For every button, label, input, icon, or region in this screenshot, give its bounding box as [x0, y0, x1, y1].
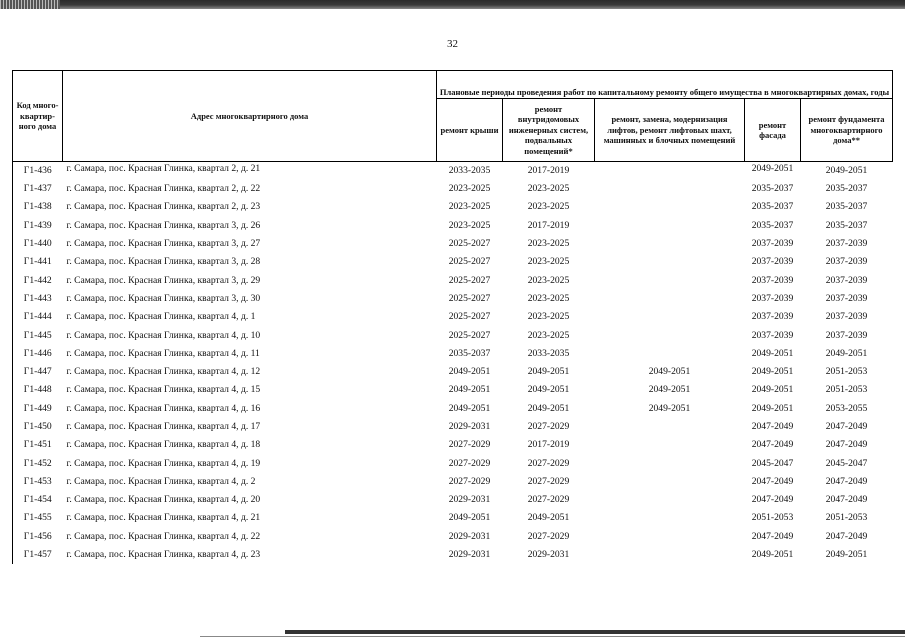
cell-lift — [595, 326, 745, 344]
cell-lift — [595, 546, 745, 564]
cell-roof: 2025-2027 — [448, 274, 491, 286]
header-lift: ремонт, замена, модернизация лифтов, ремонт лифтовых шахт, машинных и блочных помещений — [595, 99, 745, 162]
cell-code: Г1-449 — [13, 400, 63, 418]
cell-foundation: 2051-2053 — [825, 366, 868, 378]
cell-facade: 2049-2051 — [751, 549, 794, 561]
table-row — [13, 290, 893, 308]
cell-foundation: 2047-2049 — [825, 421, 868, 432]
header-engineering: ремонт внутридомовых инженерных систем, подвальных помещений* — [503, 99, 595, 162]
header-foundation: ремонт фундамента многоквартирного дома** — [801, 99, 893, 162]
cell-address: г. Самара, пос. Красная Глинка, квартал 3, д. 29 — [66, 274, 261, 286]
cell-engineering: 2027-2029 — [527, 494, 570, 506]
table-row — [13, 454, 893, 472]
cell-lift — [595, 290, 745, 308]
cell-code: Г1-436 — [13, 162, 63, 181]
cell-roof: 2035-2037 — [448, 347, 491, 359]
scan-edge-top — [0, 0, 905, 9]
cell-engineering: 2023-2025 — [527, 329, 570, 341]
cell-address: г. Самара, пос. Красная Глинка, квартал 4, д. 23 — [66, 549, 261, 561]
cell-facade: 2035-2037 — [751, 183, 794, 195]
cell-facade: 2047-2049 — [751, 439, 794, 451]
table-row — [13, 198, 893, 216]
cell-lift — [595, 162, 745, 181]
cell-roof: 2023-2025 — [448, 201, 491, 213]
cell-code: Г1-439 — [13, 217, 63, 235]
cell-roof: 2029-2031 — [448, 530, 491, 542]
cell-address: г. Самара, пос. Красная Глинка, квартал 4, д. 22 — [66, 530, 261, 542]
cell-roof: 2049-2051 — [448, 366, 491, 378]
cell-engineering: 2023-2025 — [527, 256, 570, 268]
header-work-periods: Плановые периоды проведения работ по капитальному ремонту общего имущества в многоквартирных домах, годы — [437, 71, 893, 99]
table-row — [13, 308, 893, 326]
cell-lift: 2049-2051 — [648, 366, 691, 378]
cell-lift — [595, 271, 745, 289]
cell-engineering: 2027-2029 — [527, 530, 570, 542]
cell-engineering: 2023-2025 — [527, 238, 570, 250]
cell-code: Г1-445 — [13, 326, 63, 344]
scan-edge-bottom-thin — [200, 636, 905, 637]
cell-engineering: 2029-2031 — [527, 549, 570, 561]
cell-engineering: 2023-2025 — [527, 201, 570, 213]
cell-foundation: 2035-2037 — [825, 183, 868, 195]
cell-address: г. Самара, пос. Красная Глинка, квартал 4, д. 15 — [66, 384, 261, 396]
cell-facade: 2037-2039 — [751, 238, 794, 250]
cell-foundation: 2047-2049 — [825, 439, 868, 451]
cell-code: Г1-442 — [13, 271, 63, 289]
cell-engineering: 2017-2019 — [527, 219, 570, 231]
cell-facade: 2049-2051 — [745, 162, 801, 181]
cell-code: Г1-446 — [13, 345, 63, 363]
cell-facade: 2035-2037 — [751, 219, 794, 231]
table-row — [13, 162, 893, 181]
header-code: Код много-квартир-ного дома — [13, 71, 63, 162]
cell-facade: 2047-2049 — [751, 494, 794, 506]
page-number: 32 — [447, 38, 458, 50]
cell-lift — [595, 509, 745, 527]
cell-code: Г1-441 — [13, 253, 63, 271]
cell-roof: 2023-2025 — [448, 183, 491, 195]
cell-foundation: 2037-2039 — [825, 311, 868, 323]
cell-engineering: 2049-2051 — [527, 512, 570, 524]
cell-facade: 2049-2051 — [751, 366, 794, 378]
cell-foundation: 2049-2051 — [825, 549, 868, 561]
cell-address: г. Самара, пос. Красная Глинка, квартал 4, д. 1 — [66, 311, 256, 323]
cell-address: г. Самара, пос. Красная Глинка, квартал 4, д. 17 — [66, 421, 261, 432]
cell-engineering: 2023-2025 — [527, 183, 570, 195]
table-row — [13, 546, 893, 564]
cell-facade: 2047-2049 — [751, 421, 794, 432]
cell-roof: 2025-2027 — [448, 311, 491, 323]
cell-roof: 2025-2027 — [448, 256, 491, 268]
cell-address: г. Самара, пос. Красная Глинка, квартал 3, д. 30 — [66, 292, 261, 304]
cell-engineering: 2023-2025 — [527, 311, 570, 323]
cell-engineering: 2017-2019 — [503, 162, 595, 181]
cell-foundation: 2035-2037 — [825, 219, 868, 231]
cell-roof: 2027-2029 — [448, 475, 491, 487]
cell-address: г. Самара, пос. Красная Глинка, квартал 3, д. 27 — [66, 238, 261, 250]
cell-lift — [595, 198, 745, 216]
cell-roof: 2025-2027 — [448, 292, 491, 304]
cell-code: Г1-456 — [13, 528, 63, 546]
cell-engineering: 2049-2051 — [527, 402, 570, 414]
table-row — [13, 381, 893, 399]
table-body — [13, 162, 893, 565]
cell-engineering: 2049-2051 — [527, 366, 570, 378]
cell-foundation: 2047-2049 — [825, 494, 868, 506]
cell-roof: 2033-2035 — [437, 162, 503, 181]
table-row — [13, 509, 893, 527]
cell-address: г. Самара, пос. Красная Глинка, квартал 3, д. 28 — [66, 256, 261, 268]
cell-facade: 2037-2039 — [751, 256, 794, 268]
cell-code: Г1-455 — [13, 509, 63, 527]
cell-foundation: 2045-2047 — [825, 457, 868, 469]
cell-roof: 2029-2031 — [448, 421, 491, 432]
cell-code: Г1-453 — [13, 473, 63, 491]
cell-foundation: 2049-2051 — [825, 347, 868, 359]
cell-lift — [595, 436, 745, 454]
cell-code: Г1-454 — [13, 491, 63, 509]
cell-lift: 2049-2051 — [648, 384, 691, 396]
table-header — [13, 71, 893, 162]
cell-address: г. Самара, пос. Красная Глинка, квартал 4, д. 12 — [66, 366, 261, 378]
cell-address: г. Самара, пос. Красная Глинка, квартал 2, д. 23 — [66, 201, 261, 213]
cell-roof: 2027-2029 — [448, 439, 491, 451]
cell-engineering: 2017-2019 — [527, 439, 570, 451]
table-row — [13, 436, 893, 454]
cell-address: г. Самара, пос. Красная Глинка, квартал 4, д. 10 — [66, 329, 261, 341]
cell-facade: 2037-2039 — [751, 329, 794, 341]
table-row — [13, 253, 893, 271]
cell-roof: 2029-2031 — [448, 494, 491, 506]
table-row — [13, 418, 893, 436]
cell-engineering: 2027-2029 — [527, 457, 570, 469]
cell-address: г. Самара, пос. Красная Глинка, квартал 4, д. 20 — [66, 494, 261, 506]
cell-facade: 2049-2051 — [751, 384, 794, 396]
cell-facade: 2037-2039 — [751, 311, 794, 323]
cell-foundation: 2051-2053 — [825, 384, 868, 396]
table-row — [13, 326, 893, 344]
cell-lift — [595, 454, 745, 472]
cell-facade: 2051-2053 — [751, 512, 794, 524]
cell-engineering: 2027-2029 — [527, 475, 570, 487]
cell-address: г. Самара, пос. Красная Глинка, квартал 2, д. 22 — [66, 183, 261, 195]
cell-engineering: 2027-2029 — [527, 421, 570, 432]
cell-lift — [595, 491, 745, 509]
cell-code: Г1-444 — [13, 308, 63, 326]
header-roof: ремонт крыши — [437, 99, 503, 162]
cell-facade: 2037-2039 — [751, 274, 794, 286]
cell-facade: 2049-2051 — [751, 402, 794, 414]
cell-foundation: 2035-2037 — [825, 201, 868, 213]
cell-roof: 2049-2051 — [448, 402, 491, 414]
cell-code: Г1-443 — [13, 290, 63, 308]
cell-lift — [595, 528, 745, 546]
cell-engineering: 2049-2051 — [527, 384, 570, 396]
cell-engineering: 2033-2035 — [527, 347, 570, 359]
cell-address: г. Самара, пос. Красная Глинка, квартал 3, д. 26 — [66, 219, 261, 231]
cell-lift — [595, 473, 745, 491]
cell-foundation: 2037-2039 — [825, 329, 868, 341]
cell-roof: 2027-2029 — [448, 457, 491, 469]
header-facade: ремонт фасада — [745, 99, 801, 162]
cell-address: г. Самара, пос. Красная Глинка, квартал 2, д. 21 — [63, 162, 437, 181]
table-row — [13, 217, 893, 235]
cell-facade: 2049-2051 — [751, 347, 794, 359]
cell-roof: 2029-2031 — [448, 549, 491, 561]
cell-lift — [595, 345, 745, 363]
cell-address: г. Самара, пос. Красная Глинка, квартал 4, д. 21 — [66, 512, 261, 524]
cell-lift — [595, 235, 745, 253]
cell-code: Г1-452 — [13, 454, 63, 472]
cell-address: г. Самара, пос. Красная Глинка, квартал 4, д. 2 — [66, 475, 256, 487]
cell-lift — [595, 253, 745, 271]
cell-foundation: 2047-2049 — [825, 530, 868, 542]
cell-foundation: 2037-2039 — [825, 292, 868, 304]
cell-roof: 2049-2051 — [448, 512, 491, 524]
cell-lift — [595, 308, 745, 326]
cell-engineering: 2023-2025 — [527, 274, 570, 286]
cell-engineering: 2023-2025 — [527, 292, 570, 304]
cell-code: Г1-437 — [13, 180, 63, 198]
cell-lift — [595, 418, 745, 436]
cell-facade: 2047-2049 — [751, 475, 794, 487]
table-row — [13, 400, 893, 418]
cell-code: Г1-451 — [13, 436, 63, 454]
cell-foundation: 2051-2053 — [825, 512, 868, 524]
cell-facade: 2045-2047 — [751, 457, 794, 469]
cell-lift — [595, 180, 745, 198]
cell-roof: 2025-2027 — [448, 238, 491, 250]
table-row — [13, 271, 893, 289]
cell-foundation: 2037-2039 — [825, 256, 868, 268]
table-row — [13, 235, 893, 253]
cell-facade: 2035-2037 — [751, 201, 794, 213]
table-row — [13, 473, 893, 491]
cell-address: г. Самара, пос. Красная Глинка, квартал 4, д. 19 — [66, 457, 261, 469]
table-row — [13, 528, 893, 546]
table-row — [13, 345, 893, 363]
cell-roof: 2049-2051 — [448, 384, 491, 396]
table-row — [13, 491, 893, 509]
cell-address: г. Самара, пос. Красная Глинка, квартал 4, д. 11 — [66, 347, 260, 359]
cell-roof: 2023-2025 — [448, 219, 491, 231]
cell-foundation: 2037-2039 — [825, 274, 868, 286]
cell-address: г. Самара, пос. Красная Глинка, квартал 4, д. 18 — [66, 439, 261, 451]
cell-code: Г1-448 — [13, 381, 63, 399]
cell-roof: 2025-2027 — [448, 329, 491, 341]
cell-code: Г1-457 — [13, 546, 63, 564]
cell-code: Г1-450 — [13, 418, 63, 436]
scan-edge-bottom — [285, 630, 905, 634]
cell-foundation: 2053-2055 — [825, 402, 868, 414]
cell-lift — [595, 217, 745, 235]
cell-lift: 2049-2051 — [648, 402, 691, 414]
cell-foundation: 2049-2051 — [801, 162, 893, 181]
cell-address: г. Самара, пос. Красная Глинка, квартал 4, д. 16 — [66, 402, 261, 414]
cell-foundation: 2047-2049 — [825, 475, 868, 487]
cell-code: Г1-438 — [13, 198, 63, 216]
table-row — [13, 363, 893, 381]
cell-code: Г1-447 — [13, 363, 63, 381]
capital-repair-table — [12, 70, 893, 564]
cell-facade: 2047-2049 — [751, 530, 794, 542]
header-address: Адрес многоквартирного дома — [63, 71, 437, 162]
cell-foundation: 2037-2039 — [825, 238, 868, 250]
cell-facade: 2037-2039 — [751, 292, 794, 304]
table-row — [13, 180, 893, 198]
cell-code: Г1-440 — [13, 235, 63, 253]
